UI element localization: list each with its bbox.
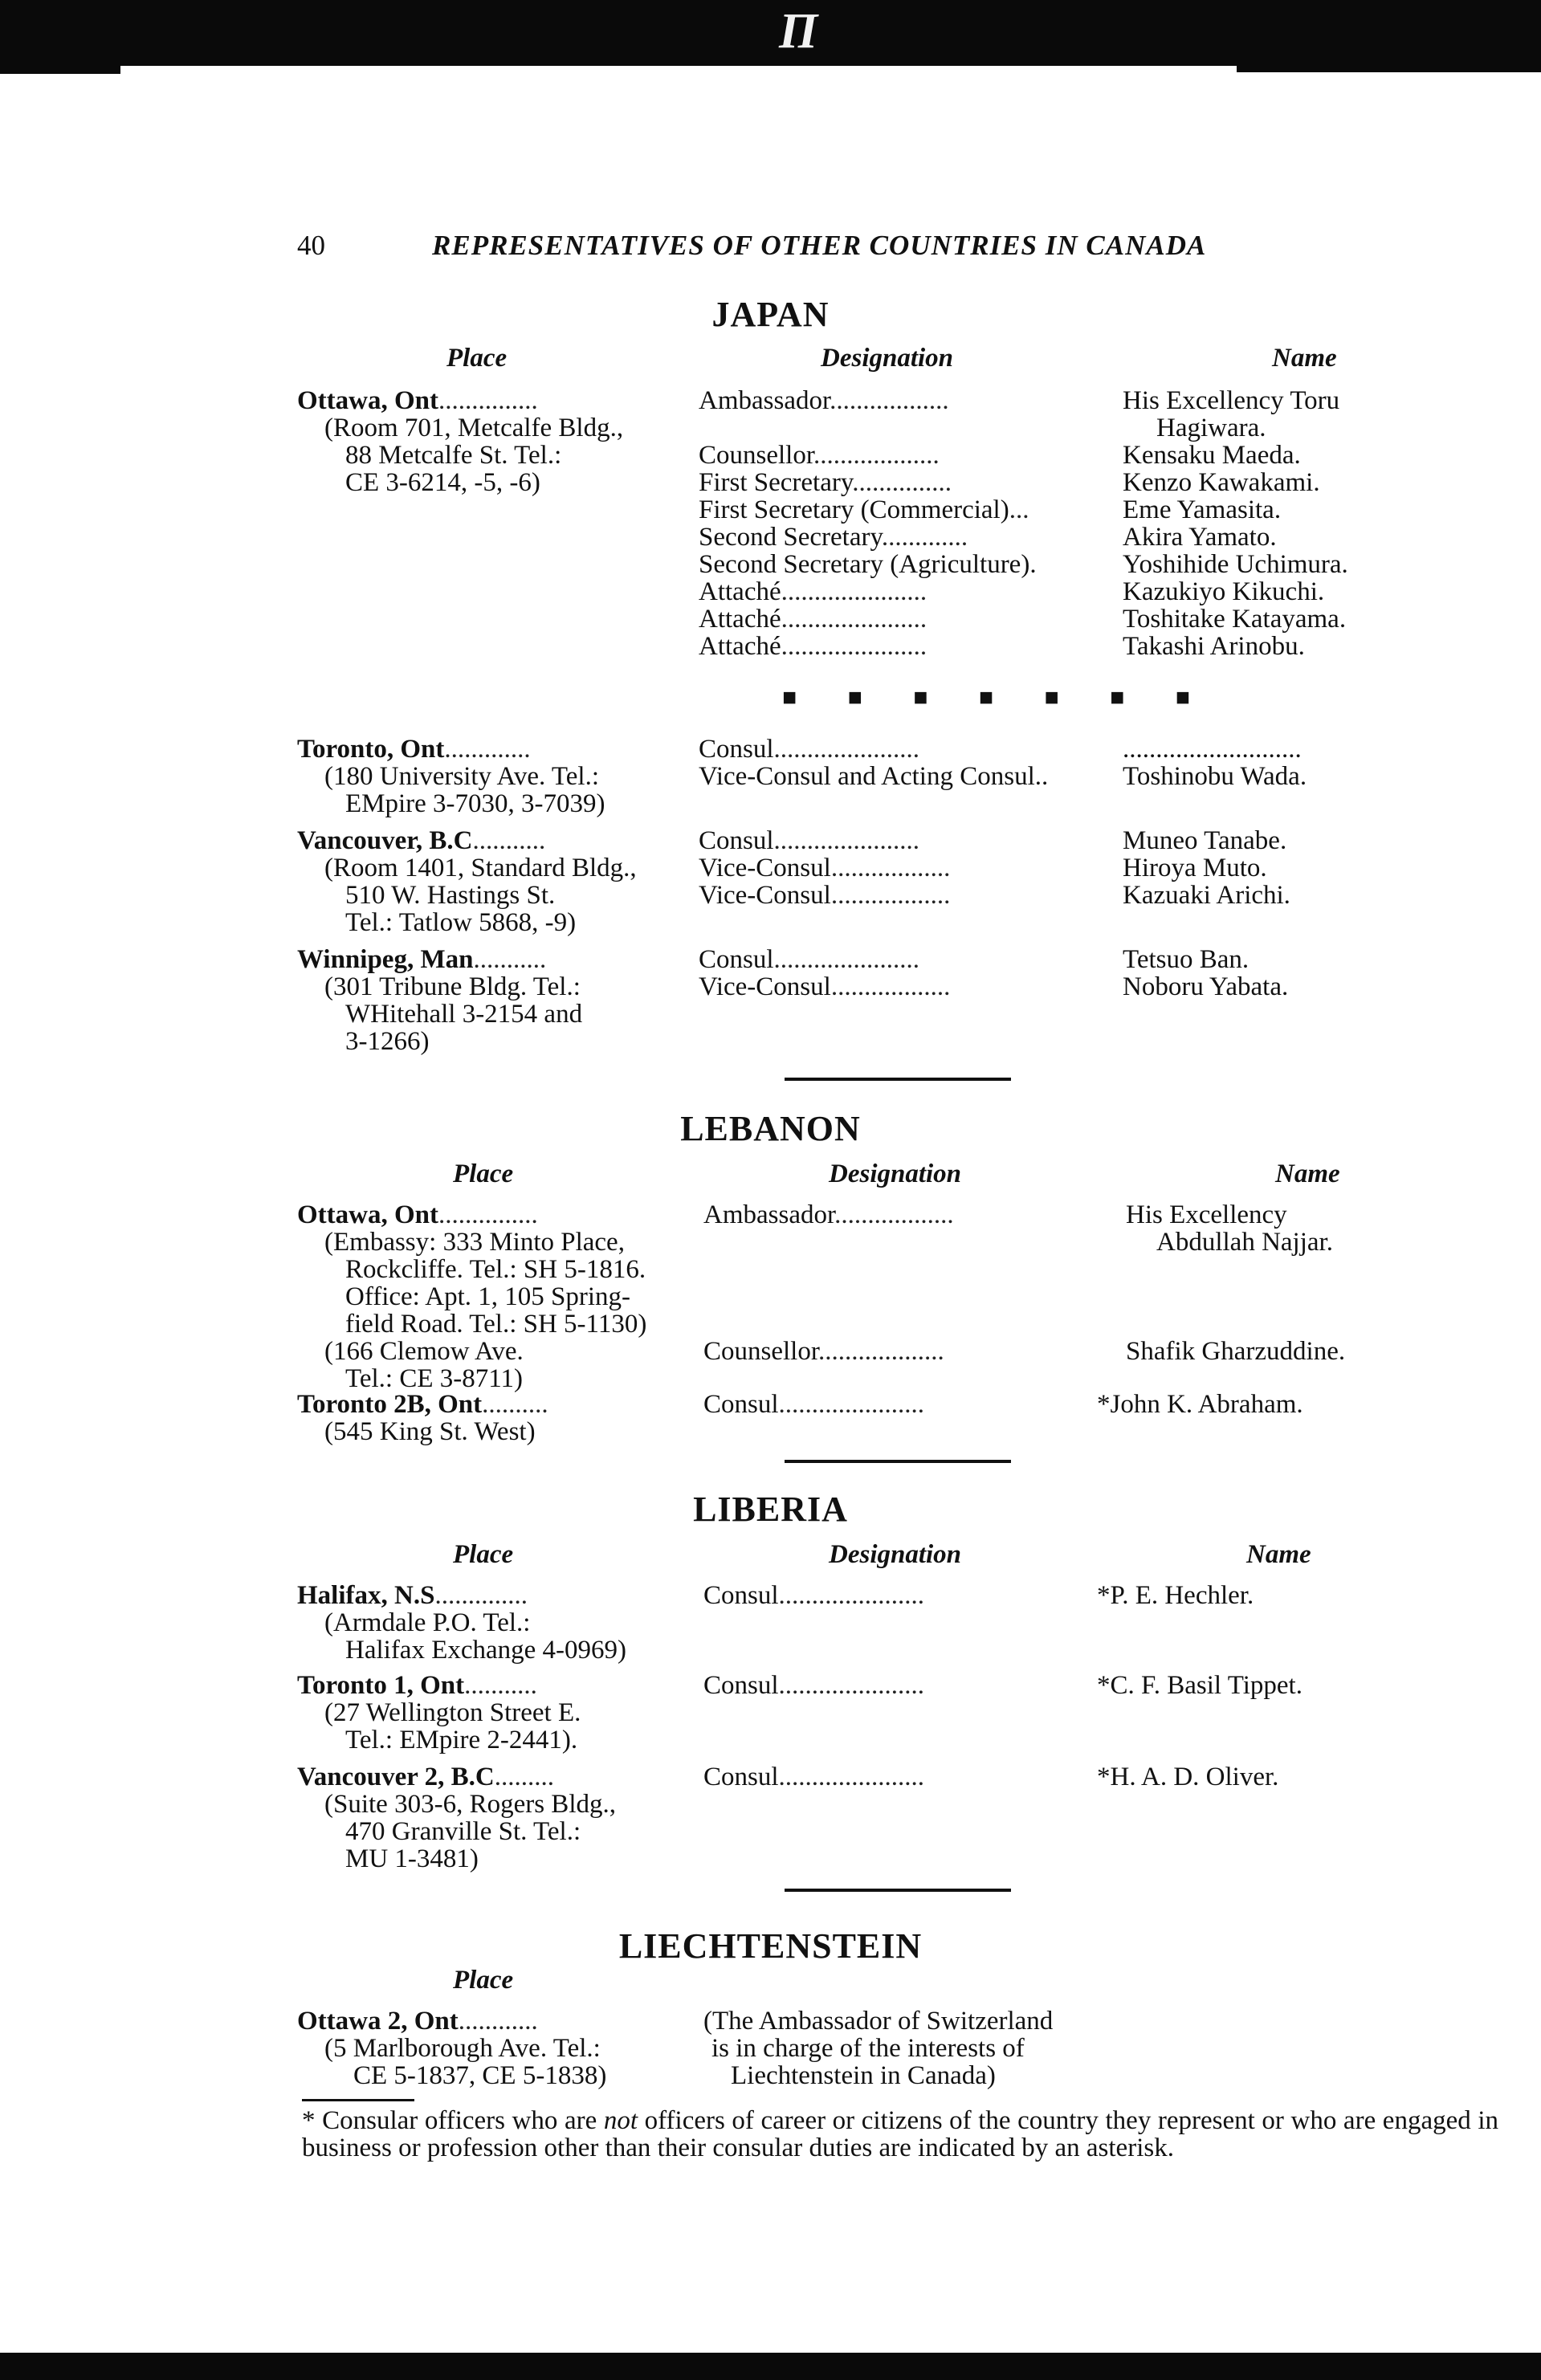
address-line: 510 W. Hastings St. — [345, 881, 556, 910]
designation-entry: Consul...................... — [703, 1671, 925, 1700]
address-line: EMpire 3-7030, 3-7039) — [345, 789, 605, 818]
place-entry: Vancouver 2, B.C......... — [297, 1763, 554, 1791]
address-line: Tel.: CE 3-8711) — [345, 1364, 524, 1393]
column-head-place: Place — [453, 1159, 514, 1188]
section-rule — [785, 1460, 1011, 1463]
designation-entry: Consul...................... — [703, 1763, 925, 1791]
name-entry: Takashi Arinobu. — [1123, 632, 1305, 661]
name-entry: Shafik Gharzuddine. — [1126, 1337, 1346, 1366]
address-line: Halifax Exchange 4-0969) — [345, 1636, 627, 1665]
address-line: 3-1266) — [345, 1027, 430, 1056]
running-head: REPRESENTATIVES OF OTHER COUNTRIES IN CANADA — [432, 230, 1207, 261]
column-head-place: Place — [446, 344, 508, 373]
address-line: WHitehall 3-2154 and — [345, 1000, 583, 1029]
address-line: Office: Apt. 1, 105 Spring- — [345, 1282, 631, 1311]
name-entry: Muneo Tanabe. — [1123, 826, 1287, 855]
address-line: (Room 701, Metcalfe Bldg., — [324, 414, 624, 442]
page-number: 40 — [297, 230, 325, 261]
name-entry: Akira Yamato. — [1123, 523, 1277, 552]
name-entry: Yoshihide Uchimura. — [1123, 550, 1348, 579]
place-entry: Ottawa, Ont............... — [297, 1200, 538, 1229]
address-line: CE 5-1837, CE 5-1838) — [353, 2061, 607, 2090]
place-entry: Toronto 1, Ont........... — [297, 1671, 537, 1700]
address-line: Tel.: EMpire 2-2441). — [345, 1726, 578, 1754]
column-head-designation: Designation — [821, 344, 954, 373]
designation-entry: Ambassador.................. — [699, 386, 949, 415]
address-line: (Armdale P.O. Tel.: — [324, 1608, 531, 1637]
address-line: 88 Metcalfe St. Tel.: — [345, 441, 562, 470]
scan-border-edge — [1237, 48, 1541, 72]
country-title-liechtenstein: LIECHTENSTEIN — [618, 1926, 923, 1966]
designation-entry: Second Secretary............. — [699, 523, 968, 552]
designation-entry: First Secretary (Commercial)... — [699, 495, 1029, 524]
address-line: (301 Tribune Bldg. Tel.: — [324, 972, 581, 1001]
name-entry: Kazukiyo Kikuchi. — [1123, 577, 1325, 606]
designation-entry: Vice-Consul.................. — [699, 854, 951, 882]
name-entry: Abdullah Najjar. — [1156, 1228, 1333, 1257]
scan-border-bottom — [0, 2353, 1541, 2380]
name-entry: Kazuaki Arichi. — [1123, 881, 1290, 910]
name-entry: *H. A. D. Oliver. — [1097, 1763, 1279, 1791]
designation-entry: Vice-Consul.................. — [699, 972, 951, 1001]
country-title-liberia: LIBERIA — [693, 1490, 848, 1529]
column-head-place: Place — [453, 1966, 514, 1995]
address-line: MU 1-3481) — [345, 1844, 479, 1873]
name-entry: Noboru Yabata. — [1123, 972, 1289, 1001]
place-entry: Halifax, N.S.............. — [297, 1581, 528, 1610]
address-line: (5 Marlborough Ave. Tel.: — [324, 2034, 601, 2063]
address-line: (Room 1401, Standard Bldg., — [324, 854, 637, 882]
name-entry: Tetsuo Ban. — [1123, 945, 1250, 974]
address-line: 470 Granville St. Tel.: — [345, 1817, 581, 1846]
column-head-name: Name — [1246, 1540, 1311, 1569]
address-line: (545 King St. West) — [324, 1417, 536, 1446]
scan-border-top — [0, 0, 1541, 66]
column-head-place: Place — [453, 1540, 514, 1569]
designation-entry: Second Secretary (Agriculture). — [699, 550, 1037, 579]
scan-mark: Π — [779, 4, 818, 59]
name-entry: *C. F. Basil Tippet. — [1097, 1671, 1303, 1700]
address-line: (180 University Ave. Tel.: — [324, 762, 600, 791]
name-entry: Hiroya Muto. — [1123, 854, 1267, 882]
address-line: (Embassy: 333 Minto Place, — [324, 1228, 625, 1257]
name-entry: Toshitake Katayama. — [1123, 605, 1347, 634]
address-line: (Suite 303-6, Rogers Bldg., — [324, 1790, 616, 1819]
address-line: Rockcliffe. Tel.: SH 5-1816. — [345, 1255, 646, 1284]
designation-entry: Attaché...................... — [699, 632, 927, 661]
name-entry: Toshinobu Wada. — [1123, 762, 1307, 791]
note-line: (The Ambassador of Switzerland — [703, 2007, 1054, 2036]
name-entry: Kenzo Kawakami. — [1123, 468, 1320, 497]
designation-entry: Consul...................... — [703, 1581, 925, 1610]
designation-entry: Counsellor................... — [703, 1337, 944, 1366]
scan-border-edge — [0, 56, 120, 74]
name-entry: Eme Yamasita. — [1123, 495, 1282, 524]
note-line: is in charge of the interests of — [711, 2034, 1025, 2063]
section-separator: ■ ■ ■ ■ ■ ■ ■ — [782, 684, 1213, 711]
column-head-designation: Designation — [829, 1540, 962, 1569]
name-entry: Kensaku Maeda. — [1123, 441, 1301, 470]
column-head-name: Name — [1275, 1159, 1340, 1188]
address-line: (166 Clemow Ave. — [324, 1337, 524, 1366]
section-rule — [785, 1078, 1011, 1081]
column-head-name: Name — [1272, 344, 1337, 373]
footnote-rule — [302, 2099, 414, 2101]
designation-entry: Vice-Consul and Acting Consul.. — [699, 762, 1049, 791]
section-rule — [785, 1889, 1011, 1892]
designation-entry: Consul...................... — [699, 826, 920, 855]
designation-entry: Vice-Consul.................. — [699, 881, 951, 910]
designation-entry: Consul...................... — [699, 735, 920, 764]
country-title-japan: JAPAN — [711, 295, 830, 334]
note-line: Liechtenstein in Canada) — [731, 2061, 996, 2090]
address-line: Tel.: Tatlow 5868, -9) — [345, 908, 577, 937]
place-entry: Winnipeg, Man........... — [297, 945, 547, 974]
footnote-emphasis: not — [603, 2106, 638, 2135]
designation-entry: Attaché...................... — [699, 577, 927, 606]
address-line: field Road. Tel.: SH 5-1130) — [345, 1310, 647, 1339]
designation-entry: Counsellor................... — [699, 441, 940, 470]
place-entry: Toronto, Ont............. — [297, 735, 531, 764]
designation-entry: First Secretary............... — [699, 468, 952, 497]
designation-entry: Ambassador.................. — [703, 1200, 954, 1229]
name-entry: *P. E. Hechler. — [1097, 1581, 1254, 1610]
footnote-mark: * — [302, 2106, 316, 2135]
name-entry: *John K. Abraham. — [1097, 1390, 1303, 1419]
name-entry: His Excellency Toru — [1123, 386, 1340, 415]
designation-entry: Consul...................... — [699, 945, 920, 974]
place-entry: Vancouver, B.C........... — [297, 826, 546, 855]
place-entry: Toronto 2B, Ont.......... — [297, 1390, 548, 1419]
column-head-designation: Designation — [829, 1159, 962, 1188]
designation-entry: Consul...................... — [703, 1390, 925, 1419]
place-entry: Ottawa, Ont............... — [297, 386, 538, 415]
designation-entry: Attaché...................... — [699, 605, 927, 634]
country-title-lebanon: LEBANON — [680, 1109, 861, 1148]
place-entry: Ottawa 2, Ont............ — [297, 2007, 538, 2036]
address-line: CE 3-6214, -5, -6) — [345, 468, 540, 497]
name-entry: Hagiwara. — [1156, 414, 1266, 442]
name-entry: His Excellency — [1126, 1200, 1287, 1229]
name-entry: ........................... — [1123, 735, 1302, 764]
address-line: (27 Wellington Street E. — [324, 1698, 581, 1727]
footnote: * Consular officers who are not officers of career or citizens of the country they represent or who are engaged in business or profession other than their consular duties are indicated by an asterisk. — [302, 2106, 1499, 2162]
